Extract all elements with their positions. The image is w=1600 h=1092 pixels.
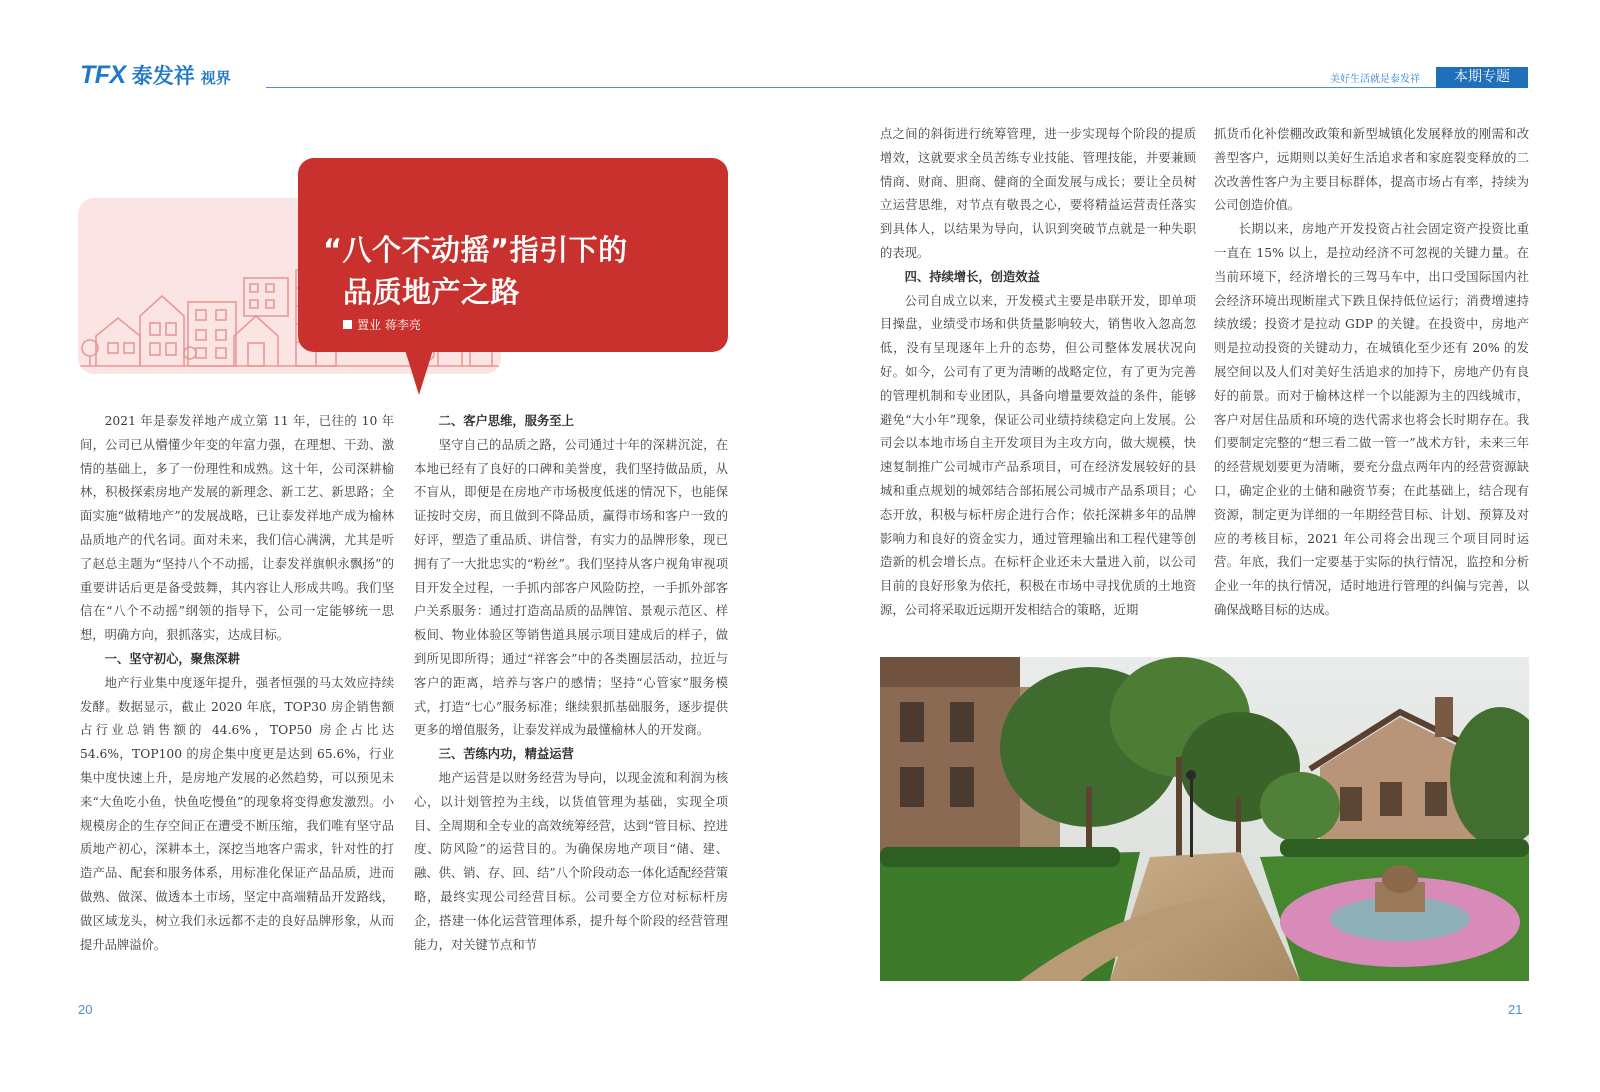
article-title-line-1: “八个不动摇”指引下的: [323, 233, 628, 267]
brand-suffix: 视界: [200, 69, 231, 87]
header-divider: [266, 87, 1490, 88]
text-column-4: [1214, 123, 1529, 623]
garden-courtyard-photo: [880, 657, 1529, 981]
article-title-line-2: 品质地产之路: [343, 275, 521, 309]
section-tag: 本期专题: [1436, 67, 1528, 88]
magazine-brand: [80, 60, 231, 90]
byline-text: 置业 蒋李亮: [357, 318, 421, 332]
page-number-right: 21: [1508, 1002, 1523, 1017]
paragraph: 坚守自己的品质之路，公司通过十年的深耕沉淀，在本地已经有了良好的口碑和美誉度，我们坚持做品质，从不盲从，即便是在房地产市场极度低迷的情况下，也能保证按时交房，而且做到不降品质，赢得市场和客户一致的好评，塑造了重品质、讲信誉，有实力的品牌形象，现已拥有了一大批忠实的“粉丝”。我们坚持从客户视角审视项目开发全过程，一手抓内部客户风险防控，一手抓外部客户关系服务：通过打造高品质的品牌馆、景观示范区、样板间、物业体验区等销售道具展示项目建成后的样子，做到所见即所得；通过“祥客会”中的各类圈层活动，拉近与客户的距离，培养与客户的感情；坚持“心管家”服务模式，打造“七心”服务标准；继续狠抓基础服务，逐步提供更多的增值服务，让泰发祥成为最懂榆林人的开发商。: [414, 437, 728, 738]
text-column-3: [880, 123, 1196, 623]
garden-photo-illustration: [880, 657, 1529, 981]
paragraph: 2021 年是泰发祥地产成立第 11 年，已往的 10 年间，公司已从懵懂少年变的年富力强，在理想、干劲、激情的基础上，多了一份理性和成熟。这十年，公司深耕榆林，积极探索房地产发展的新理念、新工艺、新思路；全面实施“做精地产”的发展战略，已让泰发祥地产成为榆林品质地产的代名词。面对未来，我们信心满满，尤其是听了赵总主题为“坚持八个不动摇，让泰发祥旗帜永飘扬”的重要讲话后更是备受鼓舞，其内容让人形成共鸣。我们坚信在“八个不动摇”纲领的指导下，公司一定能够统一思想，明确方向，狠抓落实，达成目标。: [80, 414, 394, 643]
paragraph-continued: 点之间的斜街进行统筹管理，进一步实现每个阶段的提质增效，这就要求全员苦练专业技能、管理技能，并要兼顾情商、财商、胆商、健商的全面发展与成长；要让全员树立运营思维，对节点有敬畏之心，要将精益运营责任落实到具体人，以结果为导向，认识到突破节点就是一种失职的表现。: [880, 127, 1196, 260]
paragraph: 地产行业集中度逐年提升，强者恒强的马太效应持续发酵。数据显示，截止 2020 年底，TOP30 房企销售额占行业总销售额的 44.6%，TOP50 房企占比达 54.6%，TOP100 的房企集中度更是达到 65.6%，行业集中度快速上升，是房地产发展的必然趋势，可以预见未来“大鱼吃小鱼，快鱼吃慢鱼”的现象将变得愈发激烈。小规模房企的生存空间正在遭受不断压缩，我们唯有坚守品质地产初心，深耕本土，深挖当地客户需求，针对性的打造产品、配套和服务体系，用标准化保证产品品质，进而做熟、做深、做透本土市场，坚定中高端精品开发路线，做区域龙头，树立我们永远都不走的良好品牌形象，从而提升品牌溢价。: [80, 675, 394, 952]
section-heading-4: 四、持续增长，创造效益: [904, 269, 1040, 284]
header-slogan: 美好生活就是泰发祥: [1330, 74, 1420, 85]
brand-chinese: 泰发祥: [131, 64, 195, 88]
paragraph: 长期以来，房地产开发投资占社会固定资产投资比重一直在 15% 以上，是拉动经济不可忽视的关键力量。在当前环境下，经济增长的三驾马车中，出口受国际国内社会经济环境出现断崖式下跌且保持低位运行；消费增速持续放缓；投资才是拉动 GDP 的关键。在投资中，房地产则是拉动投资的关键动力，在城镇化至少还有 20% 的发展空间以及人们对美好生活追求的加持下，房地产仍有良好的前景。而对于榆林这样一个以能源为主的四线城市，客户对居住品质和环境的迭代需求也将会长时期存在。我们要制定完整的“想三看二做一管一”战术方针，未来三年的经营规划要更为清晰，要充分盘点两年内的经营资源缺口，确定企业的土储和融资节奏；在此基础上，结合现有资源，制定更为详细的一年期经营目标、计划、预算及对应的考核目标，2021 年公司将会出现三个项目同时运营。年底，我们一定要基于实际的执行情况，监控和分析企业一年的执行情况，适时地进行管理的纠偏与完善，以确保战略目标的达成。: [1214, 222, 1529, 617]
section-heading-2: 二、客户思维，服务至上: [438, 414, 574, 428]
paragraph: 地产运营是以财务经营为导向，以现金流和利润为核心，以计划管控为主线，以货值管理为基础，实现全项目、全周期和全专业的高效统筹经营，达到“管目标、控进度、防风险”的运营目的。为确保房地产项目“储、建、融、供、销、存、回、结”八个阶段动态一体化适配经营策略，最终实现公司经营目标。公司要全方位对标标杆房企，搭建一体化运营管理体系，提升每个阶段的经营管理能力，对关键节点和节: [414, 770, 728, 952]
brand-latin: TFX: [80, 61, 126, 89]
paragraph-continued: 抓货币化补偿棚改政策和新型城镇化发展释放的刚需和改善型客户，远期则以美好生活追求者和家庭裂变释放的二次改善性客户为主要目标群体，提高市场占有率，持续为公司创造价值。: [1214, 127, 1529, 213]
paragraph: 公司自成立以来，开发模式主要是串联开发，即单项目操盘，业绩受市场和供货量影响较大，销售收入忽高忽低，没有呈现逐年上升的态势，但公司整体发展状况向好。如今，公司有了更为清晰的战略定位，有了更为完善的管理机制和专业团队，具备向增量要效益的条件，能够避免“大小年”现象，保证公司业绩持续稳定向上发展。公司会以本地市场自主开发项目为主攻方向，做大规模，快速复制推广公司城市产品系项目，可在经济发展较好的县城和重点规划的城郊结合部拓展公司城市产品系项目；心态开放，积极与标杆房企进行合作；依托深耕多年的品牌影响力和良好的资金实力，通过管理输出和工程代建等创造新的机会增长点。在标杆企业还未大量进入前，以公司目前的良好形象为依托，积极在市场中寻找优质的土地资源，公司将采取近远期开发相结合的策略，近期: [880, 293, 1196, 617]
title-bubble-tail: [405, 350, 433, 395]
text-column-2: [414, 410, 728, 957]
text-column-1: [80, 410, 394, 957]
section-heading-3: 三、苦练内功，精益运营: [438, 747, 574, 762]
article-byline: [343, 316, 421, 333]
page-number-left: 20: [78, 1002, 93, 1017]
square-bullet-icon: [343, 320, 352, 329]
section-heading-1: 一、坚守初心，聚焦深耕: [104, 651, 240, 666]
